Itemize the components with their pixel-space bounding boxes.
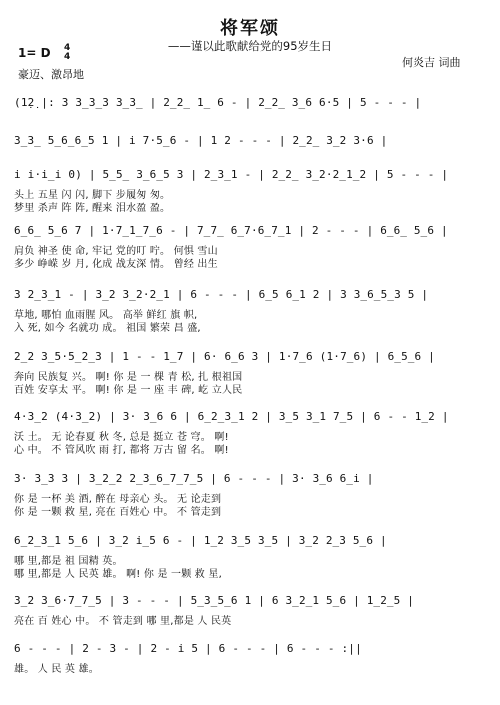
lyric-line: 肩负 神圣 使 命, 牢记 党的叮 咛。 何惧 雪山 bbox=[14, 246, 218, 257]
notation-line: (1̣2̣ |: 3 3̲3̲3 3̲3̲ | 2̲2̲ 1̲ 6 - | 2̲2̲ 3̲6 6·5 | 5 - - - | bbox=[14, 96, 422, 109]
notation-line: 3 2̲3̲1 - | 3̲2 3̲2·2̲1 | 6 - - - | 6̲5 6̲1 2 | 3 3̲6̲5̲3 5 | bbox=[14, 288, 429, 301]
lyric-line: 亮在 百 姓心 中。 不 管走到 哪 里,都是 人 民英 bbox=[14, 616, 232, 627]
time-signature-top: 4 bbox=[64, 43, 71, 53]
lyric-line: 哪 里,都是 人 民英 雄。 啊! 你 是 一颗 救 星, bbox=[14, 569, 222, 580]
lyric-line: 你 是 一杯 美 酒, 醉在 母亲心 头。 无 论走到 bbox=[14, 494, 222, 505]
song-subtitle: ——谨以此歌献给党的95岁生日 bbox=[167, 39, 333, 53]
notation-line: i i·i̲i 0) | 5̲5̲ 3̲6̲5 3 | 2̲3̲1 - | 2̲2̲ 3̲2·2̲1̲2 | 5 - - - | bbox=[14, 168, 449, 181]
composer-credit: 何炎吉 词曲 bbox=[402, 56, 461, 69]
notation-line: 6̲6̲ 5̲6 7 | 1·7̲1̲7̲6 - | 7̲7̲ 6̲7·6̲7̲1 | 2 - - - | 6̲6̲ 5̲6 | bbox=[14, 224, 448, 237]
lyric-line: 哪 里,都是 祖 国精 英。 bbox=[14, 556, 123, 567]
song-title: 将军颂 bbox=[220, 18, 280, 39]
lyric-line: 草地, 哪怕 血雨腥 风。 高举 鲜红 旗 帜, bbox=[14, 310, 198, 321]
lyric-line: 心 中。 不 管风吹 雨 打, 都将 万古 留 名。 啊! bbox=[14, 445, 229, 456]
lyric-line: 入 死, 如今 名就功 成。 祖国 繁荣 昌 盛, bbox=[14, 323, 201, 334]
lyric-line: 头上 五星 闪 闪, 脚下 步履匆 匆。 bbox=[14, 190, 171, 201]
notation-line: 3̲3̲ 5̲6̲6̲5 1 | i 7·5̲6 - | 1 2 - - - | 2̲2̲ 3̲2 3·6 | bbox=[14, 134, 388, 147]
lyric-line: 沃 土。 无 论春夏 秋 冬, 总是 挺立 苍 穹。 啊! bbox=[14, 432, 229, 443]
lyric-line: 雄。 人 民 英 雄。 bbox=[14, 664, 99, 675]
lyric-line: 梦里 杀声 阵 阵, 醒来 泪水盈 盈。 bbox=[14, 203, 171, 214]
key-signature: 1= D bbox=[18, 46, 51, 60]
notation-line: 2̲2 3̲5·5̲2̲3 | 1 - - 1̲7 | 6· 6̲6 3 | 1·7̲6 (1·7̲6) | 6̲5̲6 | bbox=[14, 350, 435, 363]
notation-line: 6̲2̲3̲1 5̲6 | 3̲2 i̲5 6 - | 1̲2 3̲5 3̲5 | 3̲2 2̲3 5̲6 | bbox=[14, 534, 387, 547]
notation-line: 3̲2 3̲6·7̲7̲5 | 3 - - - | 5̲3̲5̲6 1 | 6 3̲2̲1 5̲6 | 1̲2̲5 | bbox=[14, 594, 415, 607]
notation-line: 4·3̲2 (4·3̲2) | 3· 3̲6 6 | 6̲2̲3̲1 2 | 3̲5 3̲1 7̲5 | 6 - - 1̲2 | bbox=[14, 410, 449, 423]
lyric-line: 多少 峥嵘 岁 月, 化成 战友深 情。 曾经 出生 bbox=[14, 259, 218, 270]
lyric-line: 奔向 民族复 兴。 啊! 你 是 一 棵 青 松, 扎 根祖国 bbox=[14, 372, 243, 383]
lyric-line: 百姓 安享太 平。 啊! 你 是 一 座 丰 碑, 屹 立人民 bbox=[14, 385, 243, 396]
notation-line: 3· 3̲3 3 | 3̲2̲2 2̲3̲6̲7̲7̲5 | 6 - - - | 3· 3̲6 6̲i | bbox=[14, 472, 374, 485]
tempo-marking: 豪迈、激昂地 bbox=[18, 68, 84, 81]
time-signature-bottom: 4 bbox=[64, 52, 71, 62]
notation-line: 6 - - - | 2 - 3 - | 2 - i 5 | 6 - - - | 6 - - - :|| bbox=[14, 642, 362, 655]
lyric-line: 你 是 一颗 救 星, 亮在 百姓心 中。 不 管走到 bbox=[14, 507, 222, 518]
time-signature bbox=[64, 44, 70, 62]
